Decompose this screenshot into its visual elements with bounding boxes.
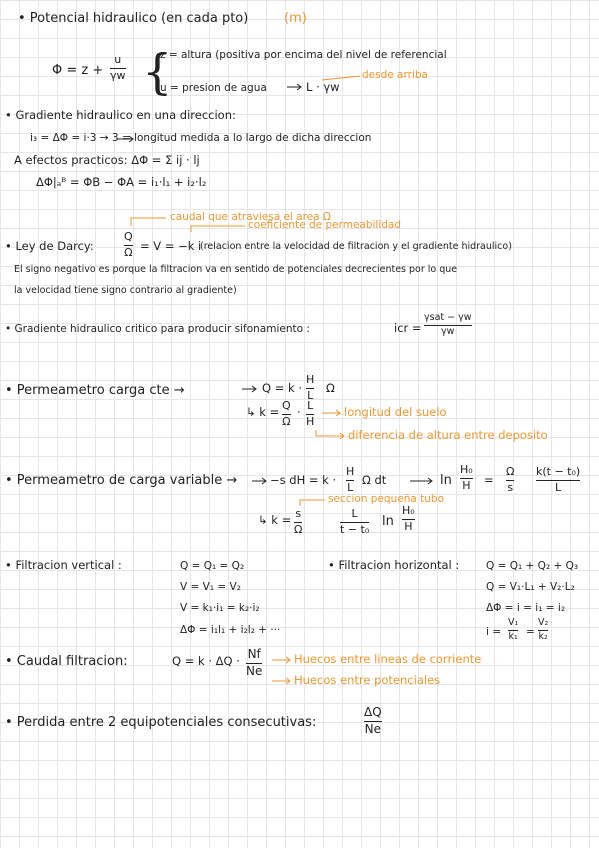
nf-over-ne-fraction: Nf Ne — [246, 647, 263, 678]
darcy-sign-line: El signo negativo es porque la filtracion va en sentido de potenciales decrecientes por lo que — [14, 264, 458, 275]
ln-label-2: ln — [382, 514, 394, 529]
section-title-darcy: • Ley de Darcy: — [5, 239, 94, 253]
variable-head-k: ↳ k = — [258, 513, 292, 527]
note-nf: Huecos entre lineas de corriente — [294, 652, 482, 666]
section-title-critico: • Gradiente hidraulico critico para producir sifonamiento : — [5, 323, 310, 335]
horizontal-eq-3: ΔΦ = i = i₁ = i₂ — [486, 602, 566, 614]
note-caudal: caudal que atraviesa el area Ω — [170, 211, 331, 223]
horizontal-eq-4: i = — [486, 626, 502, 638]
ln-label: ln — [440, 473, 452, 488]
q-over-omega-k-fraction: Q Ω — [282, 399, 291, 428]
note-longitud: longitud del suelo — [344, 405, 447, 419]
equals-sign: = — [484, 473, 494, 487]
unit-label: (m) — [284, 11, 307, 26]
h0-over-h-fraction-2: H₀ H — [402, 504, 415, 533]
k-time-over-l-fraction: k(t − t₀) L — [536, 465, 581, 494]
note-ne: Huecos entre potenciales — [294, 673, 441, 687]
darcy-velocity-line: la velocidad tiene signo contrario al gradiente) — [14, 285, 237, 296]
darcy-equation: = V = −k i — [140, 239, 202, 253]
q-over-omega-fraction: Q Ω — [124, 230, 133, 259]
constant-head-k: ↳ k = — [246, 405, 280, 419]
note-diferencia: diferencia de altura entre deposito — [348, 428, 548, 442]
dot-op: · — [297, 405, 301, 419]
v2-over-k2-fraction: V₂ k₂ — [538, 617, 549, 642]
section-title-caudal: • Caudal filtracion: — [5, 654, 128, 669]
horizontal-eq-1: Q = Q₁ + Q₂ + Q₃ — [486, 560, 579, 572]
z-definition: z = altura (positiva por encima del nivel de referencial — [160, 49, 447, 61]
l-over-h-fraction: L H — [306, 399, 315, 428]
section-title-potencial: • Potencial hidraulico (en cada pto) — [18, 11, 249, 26]
omega-over-s-fraction: Ω s — [506, 465, 515, 494]
potential-difference: ΔΦ|ₐᴮ = ΦB − ΦA = i₁·l₁ + i₂·l₂ — [36, 175, 207, 189]
u-definition: u = presion de agua — [160, 82, 267, 94]
section-title-perdida: • Perdida entre 2 equipotenciales consecutivas: — [5, 715, 317, 730]
section-title-gradiente: • Gradiente hidraulico en una direccion: — [5, 108, 236, 122]
l-over-t-fraction: L t − t₀ — [340, 507, 370, 536]
vertical-eq-1: Q = Q₁ = Q₂ — [180, 560, 245, 572]
section-title-carga-cte: • Permeametro carga cte → — [5, 383, 185, 398]
caudal-equation: Q = k · ΔQ · — [172, 654, 240, 668]
constant-head-q: Q = k · — [262, 381, 302, 395]
section-title-carga-variable: • Permeametro de carga variable → — [5, 473, 238, 488]
h-over-l-var-fraction: H L — [346, 465, 355, 494]
u-over-gamma-fraction: u γw — [110, 53, 126, 82]
phi-equation: Φ = z + — [52, 63, 104, 78]
omega-symbol: Ω — [326, 381, 335, 395]
s-over-omega-fraction: s Ω — [294, 507, 303, 536]
v1-over-k1-fraction: V₁ k₁ — [508, 617, 519, 642]
vertical-eq-3: V = k₁·i₁ = k₂·i₂ — [180, 602, 260, 614]
h-over-l-fraction: H L — [306, 373, 315, 402]
section-title-horizontal: • Filtracion horizontal : — [328, 558, 460, 572]
note-seccion: seccion pequeña tubo — [328, 493, 445, 505]
brace-icon: { — [142, 44, 173, 100]
u-relation: L · γw — [306, 80, 340, 94]
horizontal-eq-2: Q = V₁·L₁ + V₂·L₂ — [486, 581, 575, 593]
gradient-definition: i₃ = ΔΦ = i·3 → 3 = longitud medida a lo largo de dicha direccion — [30, 132, 372, 144]
z-note: desde arriba — [362, 69, 428, 81]
practical-effects: A efectos practicos: ΔΦ = Σ ij · lj — [14, 153, 200, 167]
omega-dt: Ω dt — [362, 473, 387, 487]
vertical-eq-4: ΔΦ = i₁l₁ + i₂l₂ + ··· — [180, 624, 281, 636]
vertical-eq-2: V = V₁ = V₂ — [180, 581, 241, 593]
h0-over-h-fraction: H₀ H — [460, 463, 473, 492]
icr-lhs: icr = — [394, 321, 422, 335]
note-permeabilidad: coeficiente de permeabilidad — [248, 219, 402, 231]
section-title-vertical: • Filtracion vertical : — [5, 558, 122, 572]
variable-head-eq: −s dH = k · — [270, 473, 337, 487]
darcy-description: (relacion entre la velocidad de filtracion y el gradiente hidraulico) — [200, 241, 512, 252]
dq-over-ne-fraction: ΔQ Ne — [364, 705, 382, 736]
equals-sign-2: = — [526, 626, 535, 638]
icr-fraction: γsat − γw γw — [424, 312, 472, 337]
